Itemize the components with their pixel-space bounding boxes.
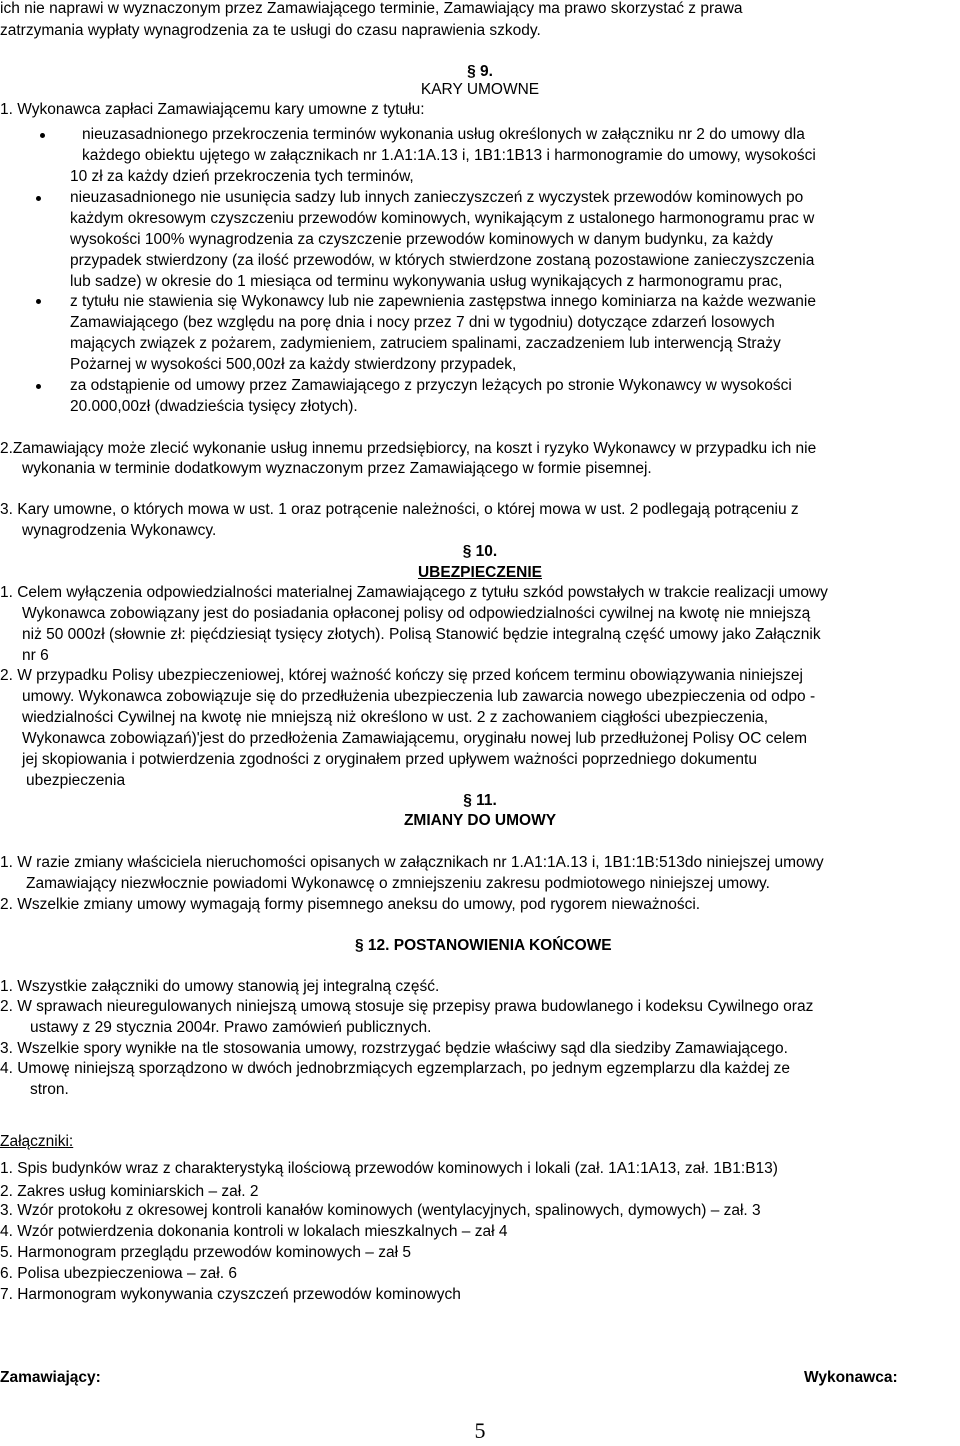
bullet-line: każdego obiektu ujętego w załącznikach nr 1.A1:1A.13 i, 1B1:1B13 i harmonogramie do umowy, wysokości xyxy=(82,147,816,164)
paragraph-line: Zamawiający niezwłocznie powiadomi Wykonawcę o zmniejszeniu zakresu podmiotowego niniejszej umowy. xyxy=(26,875,770,892)
paragraph-line: ustawy z 29 stycznia 2004r. Prawo zamówień publicznych. xyxy=(30,1019,432,1036)
section-title: UBEZPIECZENIE xyxy=(417,564,542,581)
paragraph-line: 3. Kary umowne, o których mowa w ust. 1 oraz potrącenie należności, o której mowa w ust. 2 podlegają potrąceniu z xyxy=(0,501,799,518)
text-line: zatrzymania wypłaty wynagrodzenia za te usługi do czasu naprawienia szkody. xyxy=(0,22,541,39)
bullet-icon xyxy=(36,384,41,389)
paragraph-line: 2.Zamawiający może zlecić wykonanie usług innemu przedsiębiorcy, na koszt i ryzyko Wykonawcy w przypadku ich nie xyxy=(0,440,817,457)
section-title: ZMIANY DO UMOWY xyxy=(403,812,557,829)
paragraph-line: jej skopiowania i potwierdzenia zgodności z oryginałem przed upływem ważności poprzedniego dokumentu xyxy=(22,751,757,768)
paragraph-line: 1. Wykonawca zapłaci Zamawiającemu kary umowne z tytułu: xyxy=(0,101,425,118)
bullet-line: lub sadze) w okresie do 1 miesiąca od terminu wykonywania usług wynikających z harmonogramu prac, xyxy=(70,273,783,290)
paragraph-line: ubezpieczenia xyxy=(26,772,126,789)
paragraph-line: niż 50 000zł (słownie zł: pięćdziesiąt tysięcy złotych). Polisą Stanowić będzie integralną część umowy jako Załącznik xyxy=(22,626,821,643)
paragraph-line: 2. Wszelkie zmiany umowy wymagają formy pisemnego aneksu do umowy, pod rygorem nieważności. xyxy=(0,896,701,913)
paragraph-line: wiedzialności Cywilnej na kwotę nie mniejszą niż określono w ust. 2 z zachowaniem ciągłości ubezpieczenia, xyxy=(22,709,769,726)
bullet-icon xyxy=(36,196,41,201)
paragraph-line: 2. W sprawach nieuregulowanych niniejszą umową stosuje się przepisy prawa budowlanego i kodeksu Cywilnego oraz xyxy=(0,998,814,1015)
paragraph-line: umowy. Wykonawca zobowiązuje się do przedłużenia ubezpieczenia lub zawarcia nowego ubezpieczenia od odpo - xyxy=(22,688,816,705)
list-item: 6. Polisa ubezpieczeniowa – zał. 6 xyxy=(0,1265,237,1282)
signature-label-contractor: Wykonawca: xyxy=(804,1369,898,1386)
bullet-line: wysokości 100% wynagrodzenia za czyszczenie przewodów kominowych w danym budynku, za każdy xyxy=(70,231,773,248)
list-item: 2. Zakres usług kominiarskich – zał. 2 xyxy=(0,1183,259,1200)
paragraph-line: 2. W przypadku Polisy ubezpieczeniowej, której ważność kończy się przed końcem terminu obowiązywania niniejszej xyxy=(0,667,803,684)
list-item: 1. Spis budynków wraz z charakterystyką ilościową przewodów kominowych i lokali (zał. 1A1:1A13, zał. 1B1:B13) xyxy=(0,1160,778,1177)
section-title: KARY UMOWNE xyxy=(420,81,540,98)
section-number: § 11. xyxy=(463,792,497,809)
page-number: 5 xyxy=(474,1418,486,1443)
paragraph-line: 1. Celem wyłączenia odpowiedzialności materialnej Zamawiającego z tytułu szkód powstałych w trakcie realizacji umowy xyxy=(0,584,828,601)
text-line: ich nie naprawi w wyznaczonym przez Zamawiającego terminie, Zamawiający ma prawo skorzystać z prawa xyxy=(0,0,743,17)
bullet-line: nieuzasadnionego przekroczenia terminów wykonania usług określonych w załączniku nr 2 do umowy dla xyxy=(82,126,805,143)
bullet-line: Pożarnej w wysokości 500,00zł za każdy stwierdzony przypadek, xyxy=(70,356,517,373)
bullet-icon xyxy=(36,299,41,304)
bullet-line: Zamawiającego (bez względu na porę dnia i nocy przez 7 dni w tygodniu) dotyczące zdarzeń losowych xyxy=(70,314,775,331)
paragraph-line: Wykonawca zobowiązań)'jest do przedłożenia Zamawiającemu, oryginału nowej lub przedłużonej Polisy OC celem xyxy=(22,730,808,747)
bullet-line: przypadek stwierdzony (za ilość przewodów, w których stwierdzone zostaną pozostawione zanieczyszczenia xyxy=(70,252,815,269)
paragraph-line: 3. Wszelkie spory wynikłe na tle stosowania umowy, rozstrzygać będzie właściwy sąd dla siedziby Zamawiającego. xyxy=(0,1040,788,1057)
paragraph-line: wynagrodzenia Wykonawcy. xyxy=(22,522,217,539)
list-item: 7. Harmonogram wykonywania czyszczeń przewodów kominowych xyxy=(0,1286,461,1303)
list-item: 4. Wzór potwierdzenia dokonania kontroli w lokalach mieszkalnych – zał 4 xyxy=(0,1223,508,1240)
paragraph-line: stron. xyxy=(30,1081,69,1098)
paragraph-line: 1. W razie zmiany właściciela nieruchomości opisanych w załącznikach nr 1.A1:1A.13 i, 1B1:1B:513do niniejszej umowy xyxy=(0,854,824,871)
bullet-line: każdym okresowym czyszczeniu przewodów kominowych, wynikającym z ustalonego harmonogramu prac w xyxy=(70,210,815,227)
bullet-line: za odstąpienie od umowy przez Zamawiającego z przyczyn leżących po stronie Wykonawcy w wysokości xyxy=(70,377,792,394)
list-item: 5. Harmonogram przeglądu przewodów kominowych – zał 5 xyxy=(0,1244,411,1261)
bullet-line: nieuzasadnionego nie usunięcia sadzy lub innych zanieczyszczeń z wyczystek przewodów kominowych po xyxy=(70,189,804,206)
paragraph-line: 4. Umowę niniejszą sporządzono w dwóch jednobrzmiących egzemplarzach, po jednym egzemplarzu dla każdej ze xyxy=(0,1060,791,1077)
bullet-line: 20.000,00zł (dwadzieścia tysięcy złotych). xyxy=(70,398,358,415)
section-number: § 10. xyxy=(462,543,498,560)
paragraph-line: 1. Wszystkie załączniki do umowy stanowią jej integralną część. xyxy=(0,978,440,995)
paragraph-line: Wykonawca zobowiązany jest do posiadania opłaconej polisy od odpowiedzialności cywilnej na kwotę nie mniejszą xyxy=(22,605,811,622)
signature-label-client: Zamawiający: xyxy=(0,1369,101,1386)
bullet-line: z tytułu nie stawienia się Wykonawcy lub nie zapewnienia zastępstwa innego kominiarza na każde wezwanie xyxy=(70,293,816,310)
section-title: § 12. POSTANOWIENIA KOŃCOWE xyxy=(355,937,612,954)
bullet-icon xyxy=(40,133,45,138)
attachments-heading: Załączniki: xyxy=(0,1133,74,1150)
paragraph-line: nr 6 xyxy=(22,647,49,664)
bullet-line: 10 zł za każdy dzień przekroczenia tych terminów, xyxy=(70,168,414,185)
list-item: 3. Wzór protokołu z okresowej kontroli kanałów kominowych (wentylacyjnych, spalinowych, dymowych) – zał. 3 xyxy=(0,1202,761,1219)
bullet-line: mających związek z pożarem, zadymieniem, zatruciem spalinami, zaczadzeniem lub interwencją Straży xyxy=(70,335,781,352)
paragraph-line: wykonania w terminie dodatkowym wyznaczonym przez Zamawiającego w formie pisemnej. xyxy=(22,460,652,477)
section-number: § 9. xyxy=(467,63,493,80)
